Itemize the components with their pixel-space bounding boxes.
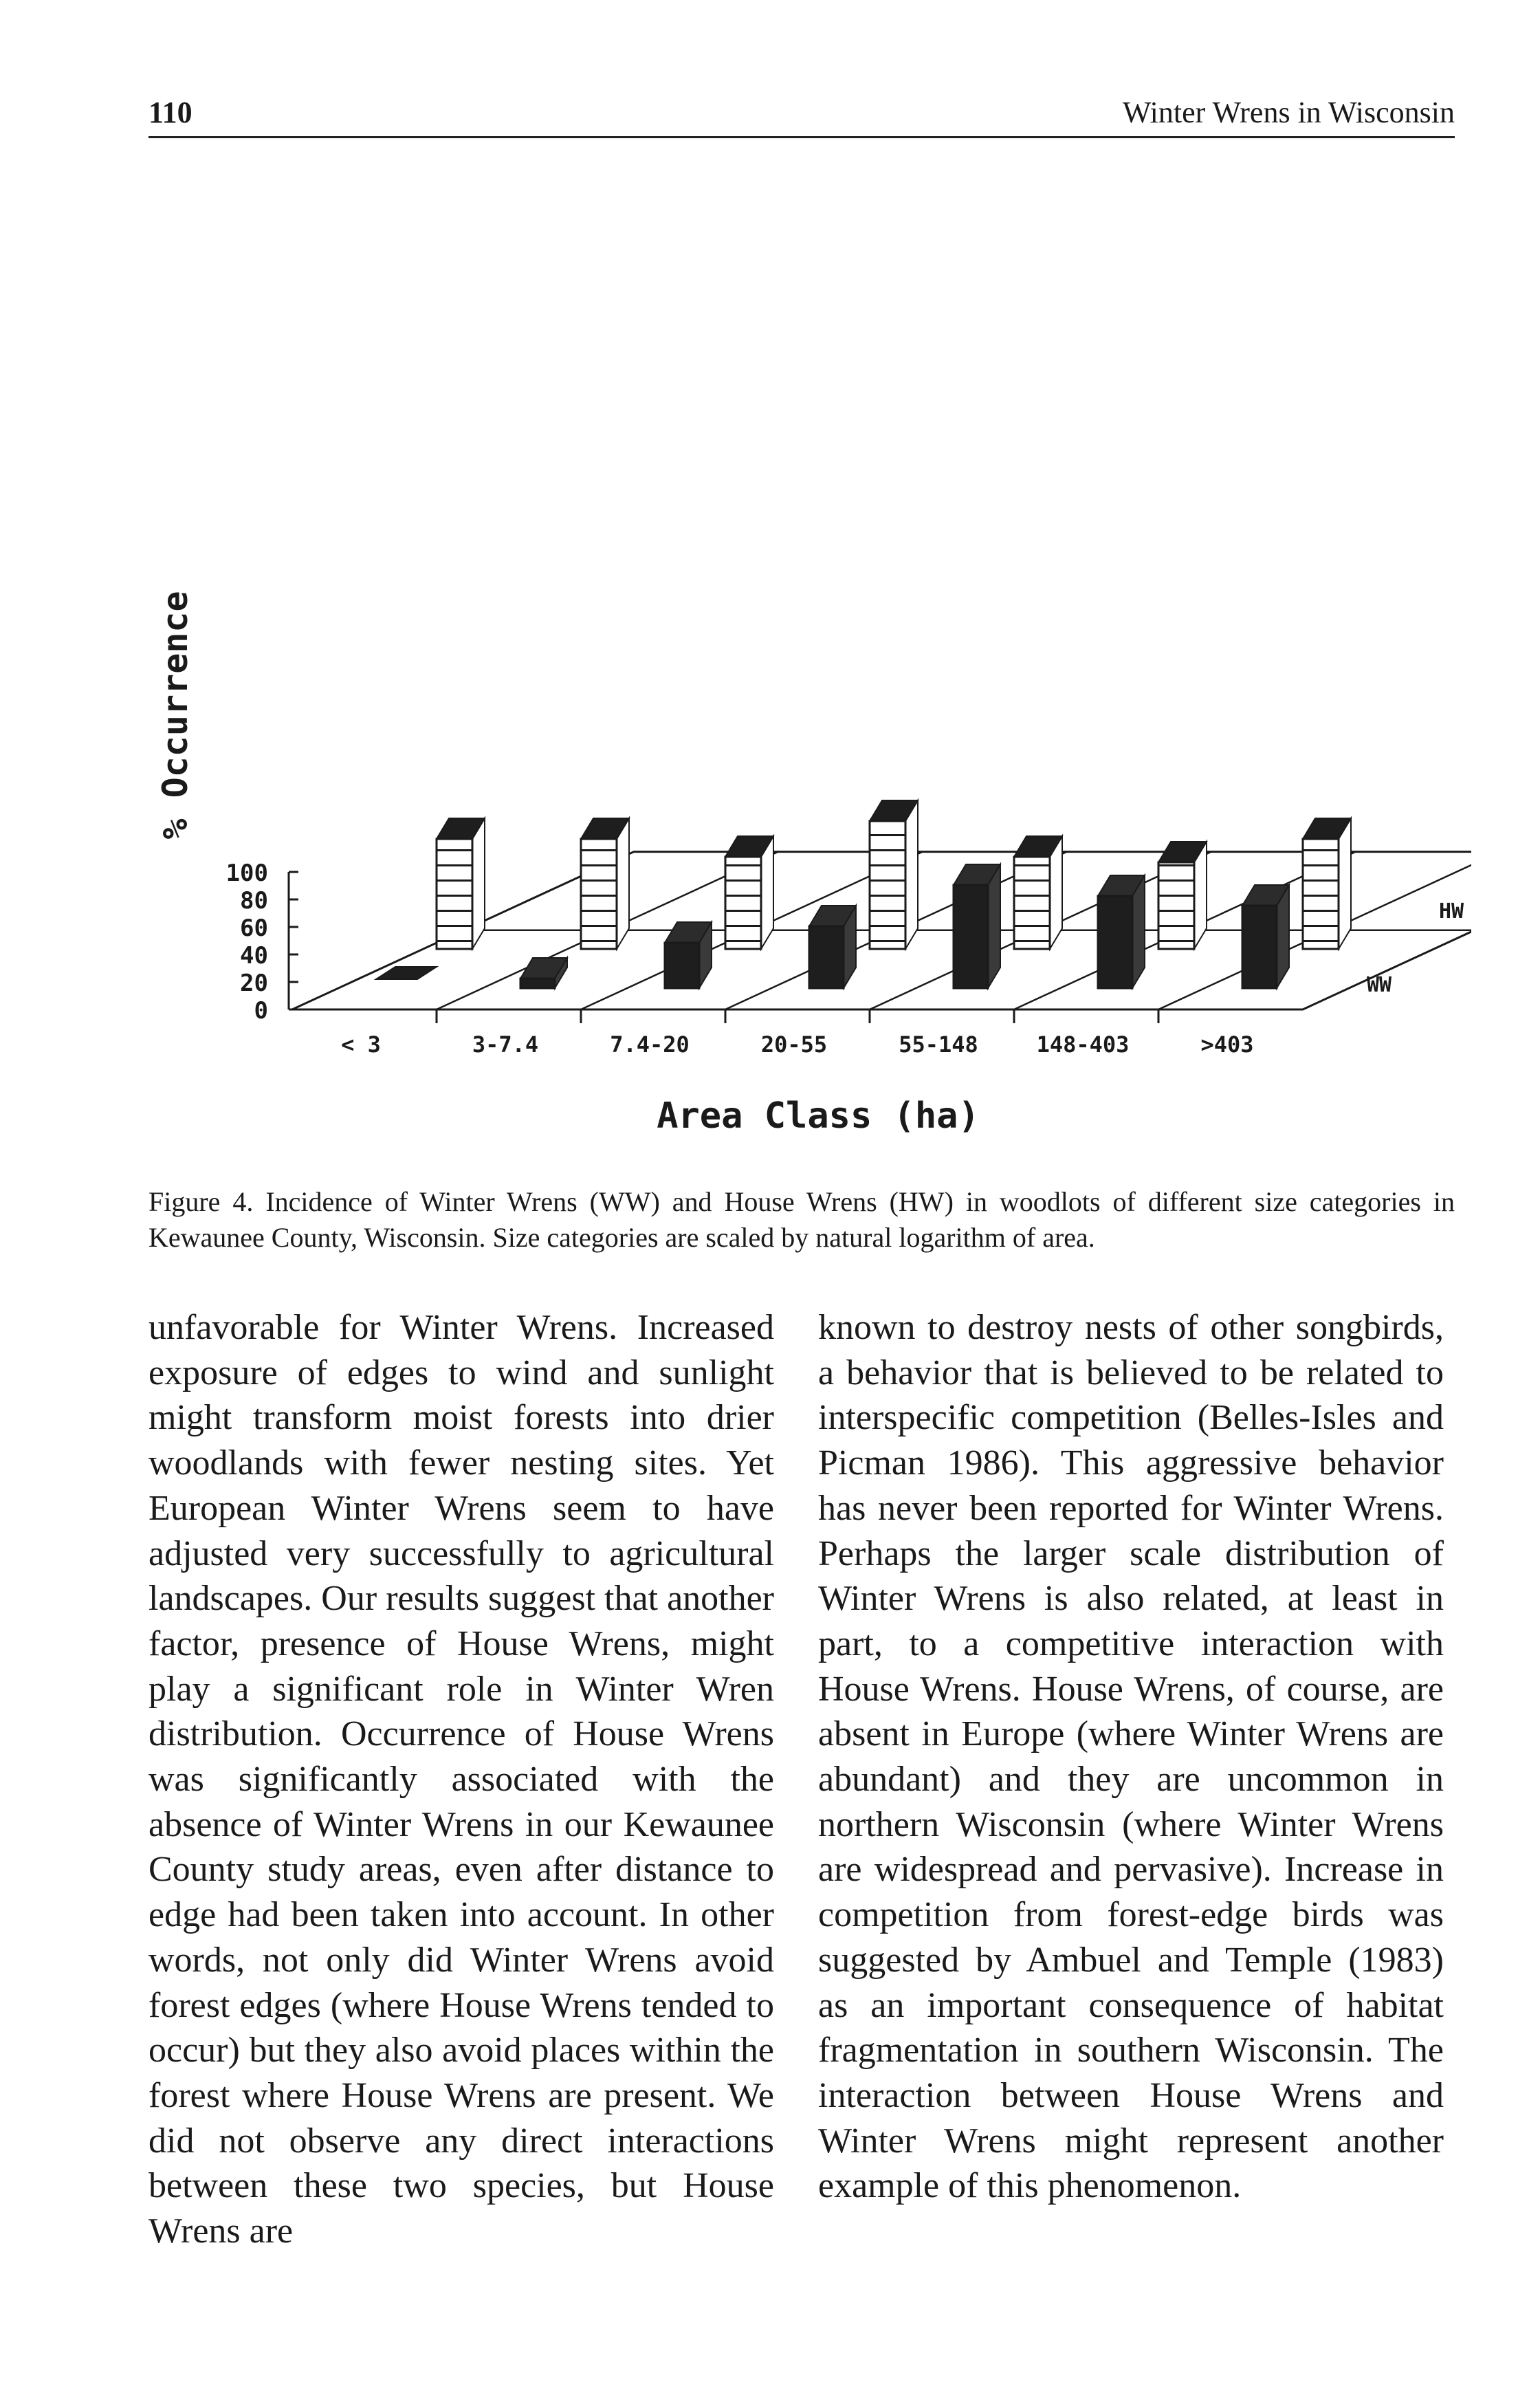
bar-front-face	[1242, 906, 1277, 988]
hw-bar	[725, 836, 773, 949]
body-column-right	[818, 1305, 1444, 2209]
x-tick-label: 3-7.4	[472, 1031, 539, 1058]
x-tick-label: 20-55	[760, 1031, 828, 1058]
hw-bar	[870, 800, 918, 949]
page-header	[148, 88, 1455, 138]
y-axis-label: % Occurrence	[155, 591, 195, 840]
bar-side-face	[1339, 818, 1351, 949]
y-tick-label: 20	[240, 970, 268, 997]
running-title: Winter Wrens in Wisconsin	[1122, 96, 1455, 129]
x-tick-label: 55-148	[899, 1031, 978, 1058]
x-tick-label: < 3	[341, 1031, 381, 1058]
hw-bar	[581, 818, 629, 949]
y-tick-label: 40	[240, 942, 268, 970]
x-axis-ticks	[341, 1009, 1253, 1058]
y-tick-label: 100	[226, 860, 268, 887]
x-tick-label: 148-403	[1036, 1031, 1130, 1058]
hw-bar	[437, 818, 485, 949]
bar-chart-figure	[124, 261, 1471, 1155]
paragraph: unfavorable for Winter Wrens. Increased exposure of edges to wind and sunlight might transform moist forests into drier woodlands with fewer nesting sites. Yet European Winter Wrens seem to have adjusted very successfully to agricultural landscapes. Our results suggest that another factor, presence of House Wrens, might play a significant role in Winter Wren distribution. Occurrence of House Wrens was significantly associated with the absence of Winter Wrens in our Kewaunee County study areas, even after distance to edge had been taken into account. In other words, not only did Winter Wrens avoid forest edges (where House Wrens tended to occur) but they also avoid places within the forest where House Wrens are present. We did not observe any direct interactions between these two species, but House Wrens are	[148, 1308, 774, 2251]
bar-front-face	[809, 926, 844, 988]
bar-front-face	[1303, 839, 1339, 949]
y-tick-label: 60	[240, 915, 268, 942]
bar-front-face	[1014, 857, 1050, 949]
x-tick-label: >403	[1200, 1031, 1254, 1058]
bar-side-face	[905, 800, 918, 949]
x-tick-label: 7.4-20	[610, 1031, 690, 1058]
bar-front-face	[581, 839, 617, 949]
bar-front-face	[1098, 896, 1132, 988]
bar-front-face	[1158, 862, 1194, 949]
x-axis-label: Area Class (ha)	[657, 1095, 980, 1137]
bar-front-face	[725, 857, 761, 949]
bar-front-face	[520, 979, 555, 988]
bar-front-face	[437, 839, 472, 949]
ww-bar	[1098, 875, 1145, 988]
hw-bar	[1303, 818, 1351, 949]
y-tick-label: 80	[240, 887, 268, 915]
legend-hw: HW	[1439, 899, 1464, 924]
bar-side-face	[472, 818, 485, 949]
figure-caption: Figure 4. Incidence of Winter Wrens (WW) and House Wrens (HW) in woodlots of different size categories in Kewaunee County, Wisconsin. Size categories are scaled by natural logarithm of area.	[148, 1186, 1455, 1253]
ww-bar	[665, 922, 712, 988]
y-axis	[226, 860, 298, 1025]
page-number: 110	[148, 96, 192, 129]
hw-bar	[1014, 836, 1062, 949]
bar-front-face	[665, 943, 699, 988]
legend-ww: WW	[1367, 973, 1392, 997]
bar-front-face	[954, 885, 988, 988]
bar-side-face	[617, 818, 629, 949]
ww-bar	[1242, 885, 1289, 988]
y-tick-label: 0	[254, 997, 268, 1025]
body-column-left	[148, 1305, 774, 2254]
hw-bar	[1158, 842, 1207, 949]
bar-front-face	[870, 821, 905, 949]
paragraph: known to destroy nests of other songbirds, a behavior that is believed to be related to interspecific competition (Belles-Isles and Picman 1986). This aggressive behavior has never been reported for Winter Wrens. Perhaps the larger scale distribution of Winter Wrens is also related, at least in part, to a competitive interaction with House Wrens. House Wrens, of course, are absent in Europe (where Winter Wrens are abundant) and they are uncommon in northern Wisconsin (where Winter Wrens are widespread and pervasive). Increase in competition from forest-edge birds was suggested by Ambuel and Temple (1983) as an important consequence of habitat fragmentation in southern Wisconsin. The interaction between House Wrens and Winter Wrens might represent another example of this phenomenon.	[818, 1308, 1444, 2206]
ww-bar	[809, 906, 856, 988]
ww-bar	[954, 864, 1000, 988]
